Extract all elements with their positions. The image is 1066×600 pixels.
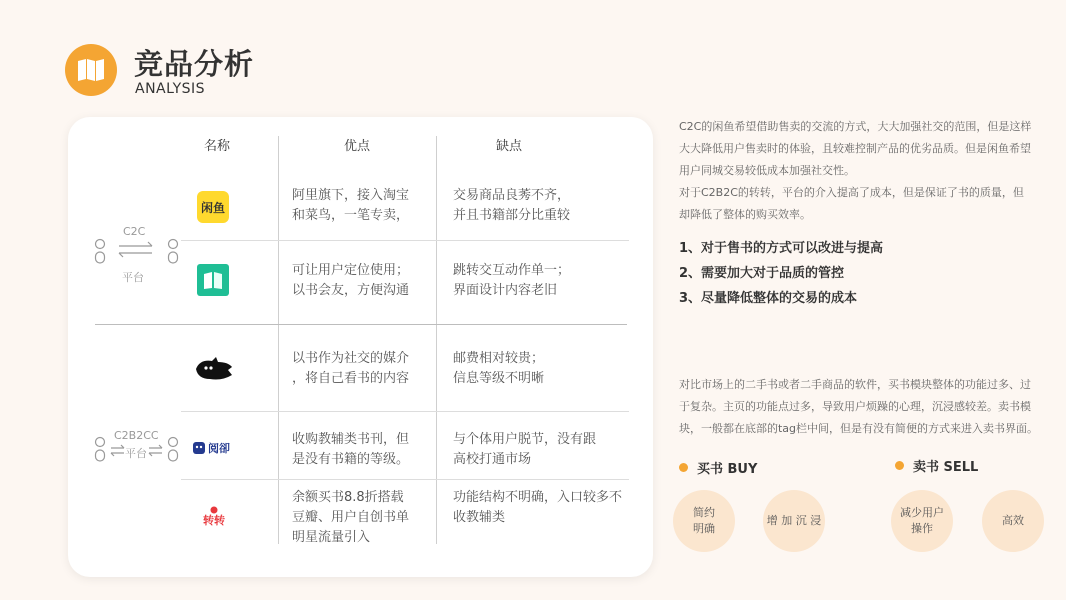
pros-cell: 收购教辅类书刊，但 是没有书籍的等级。: [292, 432, 410, 467]
key-point: 2、需要加大对于品质的管控: [679, 266, 845, 281]
cons-cell: 与个体用户脱节，没有跟 高校打通市场: [453, 432, 597, 467]
category-label: C2B2CC: [114, 429, 159, 442]
yuezhi-logo: 阅卻: [192, 436, 236, 460]
cons-cell: 功能结构不明确，入口较多不 收教辅类: [453, 490, 623, 525]
pros-cell: 以书作为社交的媒介 ，将自己看书的内容: [292, 351, 410, 386]
buy-feature-bubble: 增 加 沉 浸: [763, 490, 825, 552]
pros-cell: 余额买书8.8折搭载 豆瓣、用户自创书单 明星流量引入: [292, 490, 410, 545]
row-divider: [181, 411, 629, 412]
column-divider: [278, 136, 279, 544]
category-label: C2C: [123, 225, 146, 238]
pros-cell: 阿里旗下，接入淘宝 和菜鸟，一笔专卖，: [292, 188, 410, 223]
pros-cell: 可让用户定位使用； 以书会友，方便沟通: [292, 263, 410, 298]
bullet-dot: [679, 463, 688, 472]
row-divider: [181, 479, 629, 480]
page-subtitle: ANALYSIS: [135, 81, 206, 97]
buy-feature-bubble: 简约 明确: [673, 490, 735, 552]
zhuanzhuan-logo: 转转: [192, 502, 236, 530]
sell-section-label: 卖书 SELL: [895, 456, 978, 475]
exchange-diagram-icon: [92, 236, 182, 268]
book-app-logo: [197, 264, 229, 296]
sell-feature-bubble: 减少用户 操作: [891, 490, 953, 552]
black-cat-logo: [192, 356, 234, 382]
sell-feature-bubble: 高效: [982, 490, 1044, 552]
analysis-paragraph: 对比市场上的二手书或者二手商品的软件，买书模块整体的功能过多、过 于复杂。主页的功能点过多，导致用户烦躁的心理，沉浸感较差。卖书模 块，一般都在底部的tag栏中间，但是有没有简便的方式来进入卖书界面。: [679, 378, 1039, 435]
summary-paragraph: C2C的闲鱼希望借助售卖的交流的方式，大大加强社交的范围，但是这样 大大降低用户售卖时的体验，且较难控制产品的优劣品质。但是闲鱼希望 用户同城交易较低成本加强社交性。 对于C2B2C的转转，平台的介入提高了成本，但是保证了书的质量，但 却降低了整体的购买效率。: [679, 120, 1032, 221]
column-header-pros: 优点: [344, 139, 371, 154]
cons-cell: 邮费相对较贵； 信息等级不明晰: [453, 351, 545, 386]
row-divider: [181, 240, 629, 241]
xianyu-logo: 闲鱼: [197, 191, 229, 223]
column-header-name: 名称: [204, 139, 231, 154]
key-point: 1、对于售书的方式可以改进与提高: [679, 241, 884, 256]
category-sub-label: 平台: [122, 271, 144, 284]
cons-cell: 交易商品良莠不齐， 并且书籍部分比重较: [453, 188, 571, 223]
column-divider: [436, 136, 437, 544]
column-header-cons: 缺点: [496, 139, 523, 154]
cons-cell: 跳转交互动作单一； 界面设计内容老旧: [453, 263, 571, 298]
map-icon: [65, 44, 117, 96]
section-divider: [95, 324, 627, 325]
key-point: 3、尽量降低整体的交易的成本: [679, 291, 858, 306]
buy-section-label: 买书 BUY: [679, 458, 757, 477]
page-title: 竞品分析: [134, 47, 255, 81]
bullet-dot: [895, 461, 904, 470]
category-sub-label: 平台: [125, 447, 147, 460]
